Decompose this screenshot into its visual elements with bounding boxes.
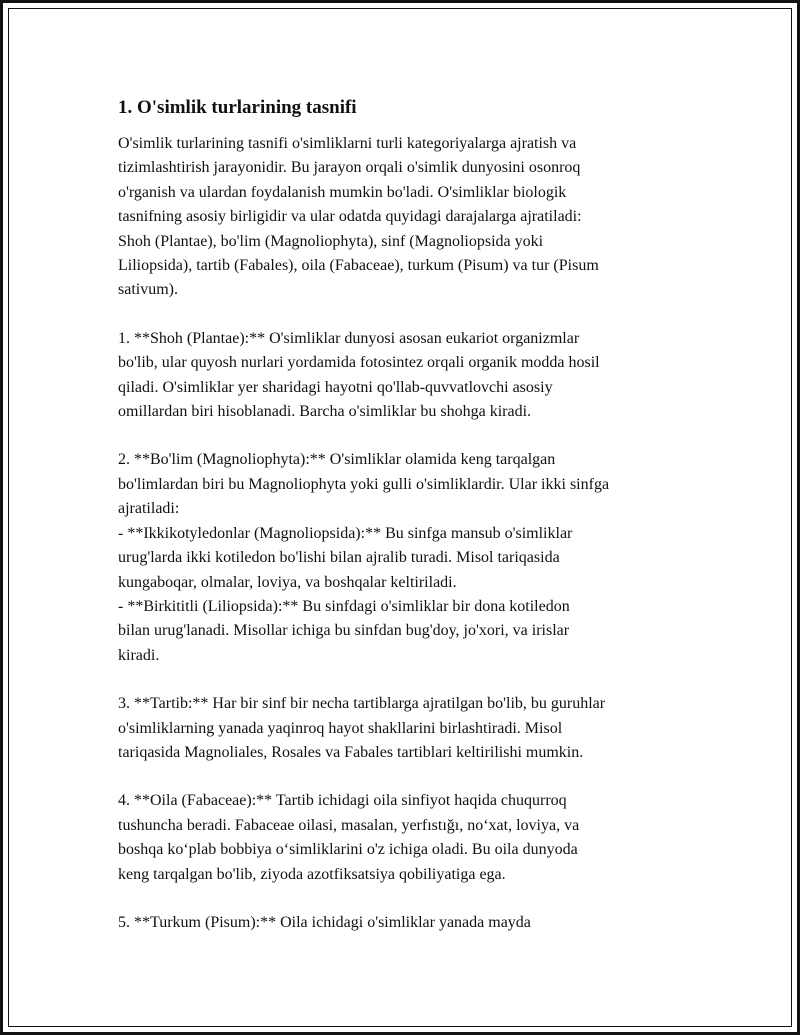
paragraph-intro: O'simlik turlarining tasnifi o'simliklarni turli kategoriyalarga ajratish va tizimlashtirish jarayonidir. Bu jarayon orqali o'simlik dunyosini osonroq o'rganish va ulardan foydalanish mumkin bo'ladi. O'simliklar biologik tasnifning asosiy birligidir va ular odatda quyidagi darajalarga ajratiladi: Shoh (Plantae), bo'lim (Magnoliophyta), sinf (Magnoliopsida yoki Liliopsida), tartib (Fabales), oila (Fabaceae), turkum (Pisum) va tur (Pisum sativum). xyxy=(118,135,599,299)
document-body xyxy=(118,96,688,959)
paragraph-tartib: 3. **Tartib:** Har bir sinf bir necha tartiblarga ajratilgan bo'lib, bu guruhlar o'simliklarning yanada yaqinroq hayot shakllarini birlashtiradi. Misol tariqasida Magnoliales, Rosales va Fabales tartiblari keltirilishi mumkin. xyxy=(118,695,606,761)
paragraph-turkum: 5. **Turkum (Pisum):** Oila ichidagi o'simliklar yanada mayda xyxy=(118,913,531,931)
paragraph-shoh: 1. **Shoh (Plantae):** O'simliklar dunyosi asosan eukariot organizmlar bo'lib, ular quyosh nurlari yordamida fotosintez orqali organik modda hosil qiladi. O'simliklar yer sharidagi hayotni qo'llab-quvvatlovchi asosiy omillardan biri hisoblanadi. Barcha o'simliklar bu shohga kiradi. xyxy=(118,329,600,421)
paragraph-oila: 4. **Oila (Fabaceae):** Tartib ichidagi oila sinfiyot haqida chuqurroq tushuncha beradi. Fabaceae oilasi, masalan, yerfıstığı, no‘xat, loviya, va boshqa ko‘plab bobbiya o‘simliklarini o'z ichiga oladi. Bu oila dunyoda keng tarqalgan bo'lib, ziyoda azotfiksatsiya qobiliyatiga ega. xyxy=(118,792,580,883)
paragraph-bolim: 2. **Bo'lim (Magnoliophyta):** O'simliklar olamida keng tarqalgan bo'limlardan biri bu Magnoliophyta yoki gulli o'simliklardir. Ular ikki sinfga ajratiladi: - **Ikkikotyledonlar (Magnoliopsida):** Bu sinfga mansub o'simliklar urug'larda ikki kotiledon bo'lishi bilan ajralib turadi. Misol tariqasida kungaboqar, olmalar, loviya, va boshqalar keltiriladi. - **Birkititli (Liliopsida):** Bu sinfdagi o'simliklar bir dona kotiledon bilan urug'lanadi. Misollar ichiga bu sinfdan bug'doy, jo'xori, va irislar kiradi. xyxy=(118,451,610,664)
document-title: 1. O'simlik turlarining tasnifi xyxy=(118,97,357,118)
